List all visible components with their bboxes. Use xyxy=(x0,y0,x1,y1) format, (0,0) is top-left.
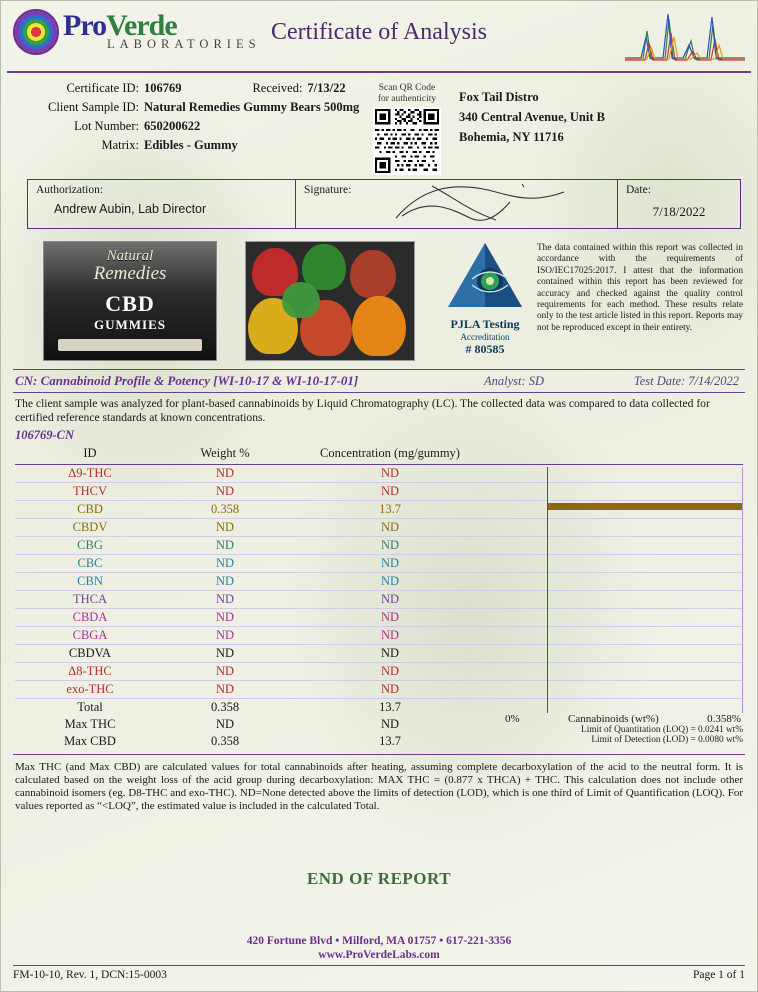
col-header-weight: Weight % xyxy=(200,446,250,461)
analyte-id: THCA xyxy=(15,591,165,609)
identification-table xyxy=(11,79,359,155)
header-divider xyxy=(7,71,751,73)
analyte-conc: ND xyxy=(285,591,495,609)
analyte-id: CBDA xyxy=(15,609,165,627)
analyte-weight: ND xyxy=(165,645,285,663)
maxcbd-conc: 13.7 xyxy=(379,734,401,749)
analyte-weight: 0.358 xyxy=(165,501,285,519)
date-cell xyxy=(618,180,740,228)
total-weight: 0.358 xyxy=(165,699,285,717)
table-row xyxy=(11,136,359,155)
total-label: Total xyxy=(15,699,165,717)
maxthc-conc: ND xyxy=(380,717,400,732)
analyte-weight: ND xyxy=(165,465,285,483)
package-gummies-text: GUMMIES xyxy=(94,317,166,332)
analyte-weight: ND xyxy=(165,591,285,609)
received-value: 7/13/22 xyxy=(307,81,346,95)
accreditation-number: # 80585 xyxy=(465,342,505,356)
accreditation-subtitle: Accreditation xyxy=(460,332,510,342)
analyte-conc: ND xyxy=(285,663,495,681)
analyte-id: CBDVA xyxy=(15,645,165,663)
package-brand-line2: Remedies xyxy=(93,263,167,284)
package-strip xyxy=(58,339,202,351)
analyte-conc: ND xyxy=(285,627,495,645)
analyte-conc: ND xyxy=(285,555,495,573)
lot-number-label: Lot Number: xyxy=(74,119,139,133)
client-sample-id-value: Natural Remedies Gummy Bears 500mg xyxy=(144,100,360,114)
cannabinoid-bar-chart xyxy=(547,467,743,713)
accreditation-name: PJLA Testing xyxy=(450,317,520,331)
analyte-id: CBD xyxy=(15,501,165,519)
accreditation-badge xyxy=(437,241,533,357)
analyte-id: THCV xyxy=(15,483,165,501)
analyte-id: Δ8-THC xyxy=(15,663,165,681)
qr-code-icon[interactable] xyxy=(373,107,441,175)
images-row xyxy=(7,237,751,367)
analyte-weight: ND xyxy=(165,681,285,699)
qr-section xyxy=(365,83,449,179)
analyte-id: CBN xyxy=(15,573,165,591)
logo-pro-text: Pro xyxy=(63,9,107,42)
authorization-value: Andrew Aubin, Lab Director xyxy=(54,202,207,216)
product-package-photo xyxy=(43,241,217,361)
qr-caption-line1: Scan QR Code xyxy=(378,83,436,93)
loq-text: Limit of Quantitation (LOQ) = 0.0241 wt% xyxy=(581,725,743,736)
authorization-cell xyxy=(28,180,296,228)
lod-text: Limit of Detection (LOD) = 0.0080 wt% xyxy=(591,735,743,746)
end-of-report: END OF REPORT xyxy=(306,869,452,889)
signature-cell xyxy=(296,180,618,228)
analyte-conc: ND xyxy=(285,465,495,483)
disclaimer-text: The data contained within this report was collected in accordance with the requirements of ISO/IEC17025:2017. I attest that the information contained within this report has been reviewed for accuracy and checked against the quality control requirements for each method. These results relate only to the test article listed in this report. Reports may not be reproduced except in their entirety. xyxy=(537,243,743,333)
analyte-id: CBG xyxy=(15,537,165,555)
maxcbd-label: Max CBD xyxy=(64,734,116,749)
section-divider xyxy=(13,369,745,370)
analyte-weight: ND xyxy=(165,627,285,645)
chart-title: Cannabinoids (wt%) xyxy=(568,713,659,726)
col-header-id: ID xyxy=(83,446,97,461)
date-label: Date: xyxy=(626,184,651,196)
analyte-conc: ND xyxy=(285,537,495,555)
matrix-label: Matrix: xyxy=(101,138,139,152)
page-header xyxy=(7,7,751,69)
certificate-id-value: 106769 xyxy=(144,81,182,95)
chart-footer xyxy=(503,713,743,745)
col-header-chart xyxy=(495,445,743,465)
analyte-id: CBGA xyxy=(15,627,165,645)
calculation-note: Max THC (and Max CBD) are calculated values for total cannabinoids after heating, assuming complete decarboxylation of the acid to the neutral form. It is calculated based on the weight loss of the acid group during decarboxylation: MAX THC = (0.877 x THCA) + THC. This calculation does not include other cannabinoid isomers (eg. D8-THC and exo-THC). ND=None detected above the limits of detection (LOD), which is one third of Limit of Quantification (LOQ). For values reported as “<LOQ”, the estimated value is included in the calculated Total. xyxy=(15,761,743,813)
logo-verde-text: Verde xyxy=(106,9,177,42)
analyte-id: CBDV xyxy=(15,519,165,537)
client-street: 340 Central Avenue, Unit B xyxy=(459,110,605,124)
table-row xyxy=(11,117,359,136)
signature-icon xyxy=(392,178,572,224)
authorization-label: Authorization: xyxy=(36,184,104,196)
analyte-weight: ND xyxy=(165,519,285,537)
test-date-label: Test Date: 7/14/2022 xyxy=(633,374,739,388)
section-header xyxy=(15,373,743,389)
certificate-id-label: Certificate ID: xyxy=(66,81,139,95)
section-divider-2 xyxy=(13,392,745,393)
analyte-id: exo-THC xyxy=(15,681,165,699)
maxthc-weight: ND xyxy=(215,717,235,732)
package-brand-line1: Natural xyxy=(106,248,154,264)
analyte-weight: ND xyxy=(165,537,285,555)
analyte-conc: ND xyxy=(285,681,495,699)
footer-page-number: Page 1 of 1 xyxy=(692,969,745,981)
analyte-weight: ND xyxy=(165,609,285,627)
authorization-box xyxy=(27,179,741,229)
page-footer xyxy=(13,934,745,981)
received-label: Received: xyxy=(252,81,303,95)
analyte-weight: ND xyxy=(165,483,285,501)
section-description: The client sample was analyzed for plant-based cannabinoids by Liquid Chromatography (LC). The collected data was compared to data collected for certified reference standards at known concentrations. xyxy=(15,397,710,424)
analyte-id: CBC xyxy=(15,555,165,573)
gummy-photo xyxy=(245,241,415,361)
analyte-conc: 13.7 xyxy=(285,501,495,519)
total-conc: 13.7 xyxy=(285,699,495,717)
client-city-state-zip: Bohemia, NY 11716 xyxy=(459,130,564,144)
analyte-conc: ND xyxy=(285,645,495,663)
maxcbd-weight: 0.358 xyxy=(210,734,240,749)
qr-caption-line2: for authenticity xyxy=(377,94,437,104)
chart-axis-min: 0% xyxy=(505,713,520,726)
pjla-logo-icon xyxy=(442,241,528,311)
analyte-weight: ND xyxy=(165,573,285,591)
footer-website[interactable]: www.ProVerdeLabs.com xyxy=(318,949,440,961)
footer-doc-id: FM-10-10, Rev. 1, DCN:15-0003 xyxy=(13,969,167,981)
analyte-conc: ND xyxy=(285,573,495,591)
col-header-concentration: Concentration (mg/gummy) xyxy=(320,446,460,461)
table-header-row xyxy=(15,445,743,465)
table-row xyxy=(11,79,359,98)
chromatogram-icon xyxy=(625,11,745,61)
analyte-conc: ND xyxy=(285,483,495,501)
chart-axis-max: 0.358% xyxy=(707,713,741,726)
footer-divider xyxy=(13,965,745,966)
analyte-id: Δ9-THC xyxy=(15,465,165,483)
signature-label: Signature: xyxy=(304,184,352,196)
note-divider xyxy=(13,754,745,755)
section-sample-id: 106769-CN xyxy=(15,428,75,443)
footer-address: 420 Fortune Blvd • Milford, MA 01757 • 617-221-3356 xyxy=(246,935,512,947)
date-value: 7/18/2022 xyxy=(652,204,706,219)
table-row xyxy=(11,98,359,117)
chart-axis-labels xyxy=(503,713,743,725)
analyst-label: Analyst: SD xyxy=(483,374,545,388)
section-title: CN: Cannabinoid Profile & Potency [WI-10-17 & WI-10-17-01] xyxy=(15,373,359,388)
client-name: Fox Tail Distro xyxy=(459,90,539,104)
analyte-weight: ND xyxy=(165,555,285,573)
results-section xyxy=(15,445,743,750)
analyte-conc: ND xyxy=(285,609,495,627)
page-title: Certificate of Analysis xyxy=(271,19,487,45)
analyte-conc: ND xyxy=(285,519,495,537)
client-sample-id-label: Client Sample ID: xyxy=(48,100,139,114)
sample-info xyxy=(7,79,751,175)
lot-number-value: 650200622 xyxy=(144,119,201,133)
client-address xyxy=(459,87,605,147)
logo-subtitle: LABORATORIES xyxy=(107,37,261,51)
analyte-weight: ND xyxy=(165,663,285,681)
matrix-value: Edibles - Gummy xyxy=(144,138,238,152)
package-cbd-text: CBD xyxy=(105,291,155,316)
maxthc-label: Max THC xyxy=(64,717,116,732)
chart-bar-cbd xyxy=(548,503,742,510)
